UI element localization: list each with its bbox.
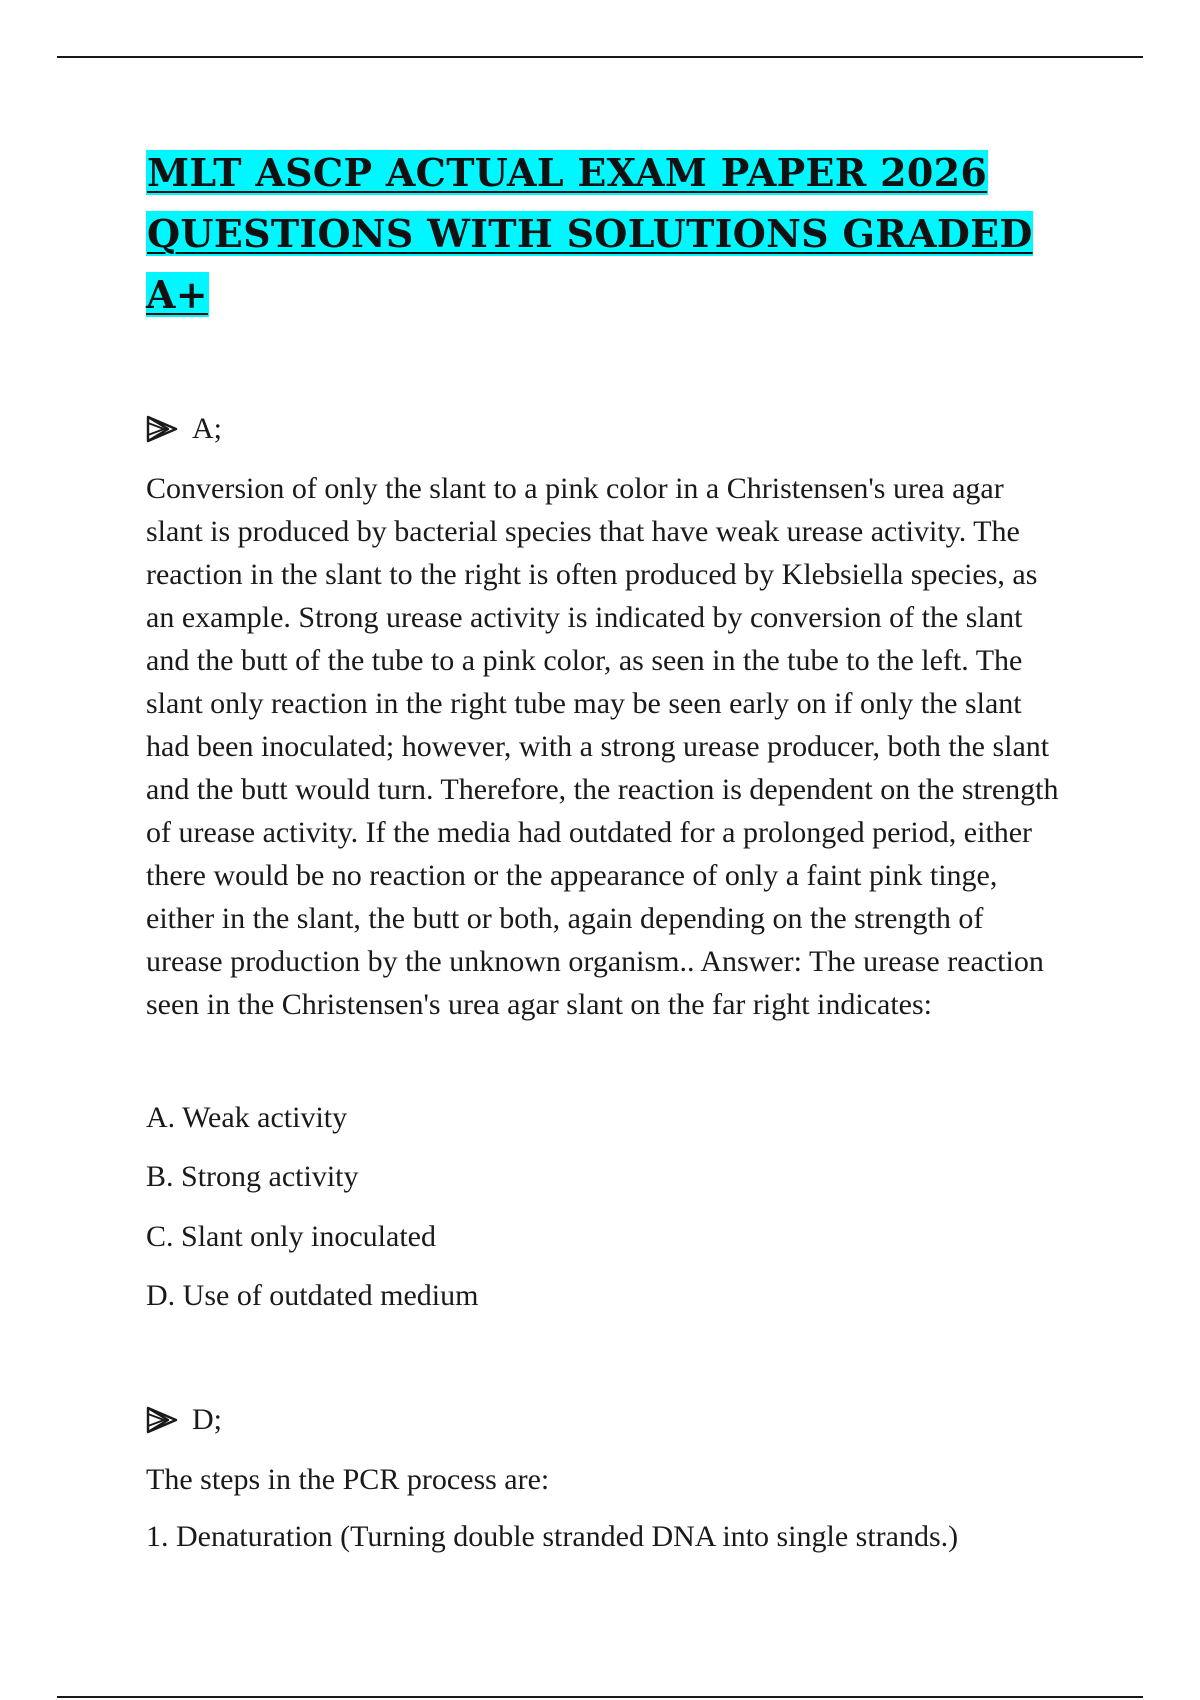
bottom-rule xyxy=(57,1696,1143,1698)
answer-marker-q2 xyxy=(146,1400,1066,1440)
question-paragraph: The steps in the PCR process are: xyxy=(146,1463,550,1496)
arrow-bullet-icon xyxy=(146,1405,178,1435)
option-a: A. Weak activity xyxy=(146,1101,348,1134)
answer-marker-text: A; xyxy=(192,412,222,445)
option-b: B. Strong activity xyxy=(146,1160,359,1193)
answer-marker-q1 xyxy=(146,409,1066,449)
title-line-1: MLT ASCP ACTUAL EXAM PAPER 2026 xyxy=(147,150,988,195)
arrow-bullet-icon xyxy=(146,414,178,444)
question-paragraph: Conversion of only the slant to a pink color in a Christensen's urea agar slant is produced by bacterial species that have weak urease activity. The reaction in the slant to the right is often produced by Klebsiella species, as an example. Strong urease activity is indicated by conversion of the slant and the butt of the tube to a pink color, as seen in the tube to the left. The slant only reaction in the right tube may be seen early on if only the slant had been inoculated; however, with a strong urease producer, both the slant and the butt would turn. Therefore, the reaction is dependent on the strength of urease activity. If the media had outdated for a prolonged period, either there would be no reaction or the appearance of only a faint pink tinge, either in the slant, the butt or both, again depending on the strength of urease production by the unknown organism.. Answer: The urease reaction seen in the Christensen's urea agar slant on the far right indicates: xyxy=(146,472,1059,1021)
option-c: C. Slant only inoculated xyxy=(146,1220,436,1253)
answer-marker-text: D; xyxy=(192,1403,222,1436)
top-rule xyxy=(57,56,1143,58)
document-body xyxy=(146,142,1066,1557)
document-title xyxy=(146,142,1066,325)
title-line-2: QUESTIONS WITH SOLUTIONS GRADED A+ xyxy=(146,211,1033,317)
option-d: D. Use of outdated medium xyxy=(146,1279,479,1312)
pcr-step-1: 1. Denaturation (Turning double stranded DNA into single strands.) xyxy=(146,1520,959,1553)
